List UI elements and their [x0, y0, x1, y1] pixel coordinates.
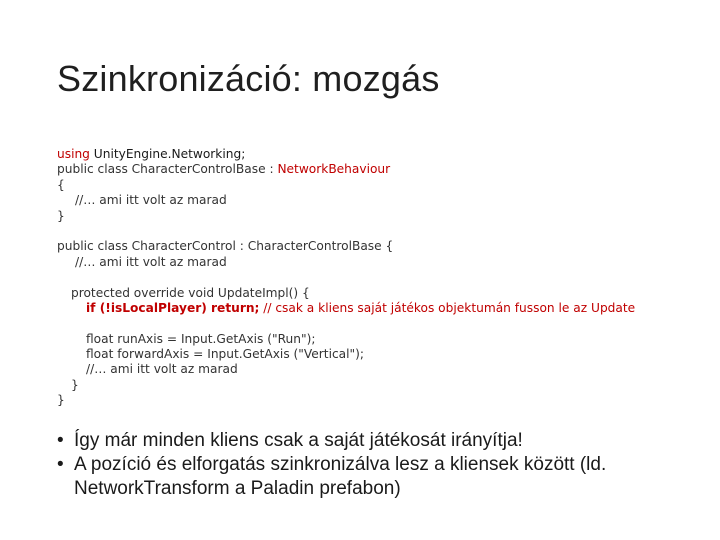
code-line-8: protected override void UpdateImpl() {	[71, 285, 310, 300]
code-blank	[57, 270, 697, 285]
code-line-7: //… ami itt volt az marad	[75, 254, 227, 269]
code-line-12: //… ami itt volt az marad	[86, 362, 238, 377]
code-block	[57, 147, 697, 409]
code-line-4: //… ami itt volt az marad	[75, 193, 227, 208]
code-line-14: }	[57, 393, 65, 408]
bullet-dot-icon: •	[57, 454, 64, 475]
code-line-11: float forwardAxis = Input.GetAxis ("Vertical");	[86, 347, 364, 362]
slide-title: Szinkronizáció: mozgás	[57, 58, 440, 99]
code-line-3: {	[57, 177, 65, 192]
bullet-item	[57, 453, 697, 501]
code-namespace: UnityEngine.Networking;	[93, 147, 246, 161]
bullet-dot-icon: •	[57, 430, 64, 451]
bullet-text: A pozíció és elforgatás szinkronizálva lesz a kliensek között (ld. NetworkTransform a Paladin prefabon)	[74, 454, 607, 499]
bullet-list	[57, 429, 697, 501]
bullet-text: Így már minden kliens csak a saját játékosát irányítja!	[74, 430, 523, 451]
code-comment: // csak a kliens saját játékos objektumán fusson le az Update	[259, 300, 636, 315]
code-line-10: float runAxis = Input.GetAxis ("Run");	[86, 331, 316, 346]
code-guard: if (!isLocalPlayer) return;	[86, 300, 260, 315]
code-line-5: }	[57, 208, 65, 223]
code-line-9	[57, 301, 697, 316]
code-keyword-using: using	[57, 147, 94, 161]
code-blank	[57, 224, 697, 239]
code-line-13: }	[71, 377, 79, 392]
code-line-2	[57, 162, 697, 177]
code-line-1	[57, 147, 697, 162]
code-class-decl: public class CharacterControlBase :	[57, 162, 278, 177]
code-base-class: NetworkBehaviour	[277, 162, 391, 177]
code-line-6: public class CharacterControl : CharacterControlBase {	[57, 239, 394, 254]
code-blank	[57, 316, 697, 331]
bullet-item	[57, 429, 697, 453]
